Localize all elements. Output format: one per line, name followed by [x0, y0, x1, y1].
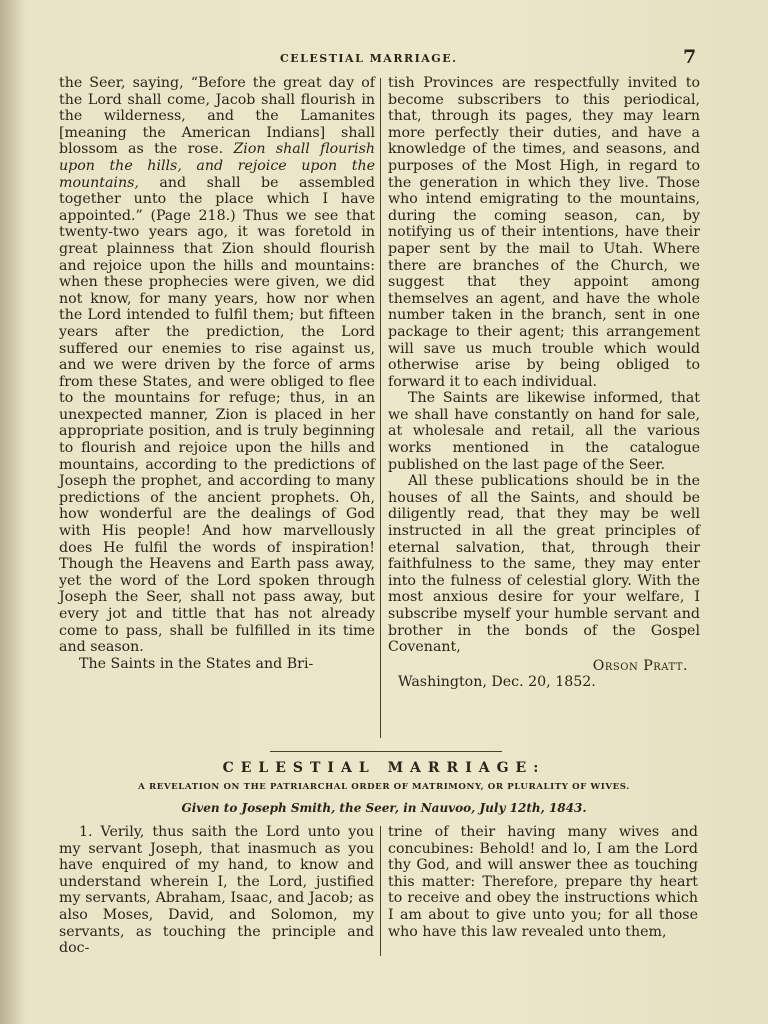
- paragraph: [59, 75, 375, 656]
- text-run: and shall be assembled together unto the place which I have appointed.” (Page 218.) Thus we see that twenty-two years ago, it was foretold in great plainness that Zion should flourish and rejoice upon the hills and mountains: when these prophecies were given, we did not know, for many years, how nor when the Lord intended to fulfil them; but fifteen years after the prediction, the Lord suffered our enemies to rise against us, and we were driven by the force of arms from these States, and were obliged to flee to the mountains for refuge; thus, in an unexpected manner, Zion is placed in her appropriate position, and is truly beginning to flourish and rejoice upon the hills and mountains, according to the predictions of Joseph the prophet, and according to many predictions of the ancient prophets. Oh, how wonderful are the dealings of God with His people! And how marvellously does He fulfil the words of inspiration! Though the Heavens and Earth pass away, yet the word of the Lord spoken through Joseph the Seer, shall not pass away, but every jot and tittle that has not already come to pass, shall be fulfilled in its time and season.: [59, 174, 376, 656]
- column-divider: [380, 78, 381, 738]
- section-subtitle: A REVELATION ON THE PATRIARCHAL ORDER OF MATRIMONY, OR PLURALITY OF WIVES.: [138, 782, 630, 792]
- italic-text: Zion shall flourish upon the hills, and rejoice upon the mountains,: [59, 141, 375, 191]
- binding-shadow: [0, 0, 24, 1024]
- section-attribution: Given to Joseph Smith, the Seer, in Nauvoo, July 12th, 1843.: [181, 801, 587, 815]
- column-top-left: [59, 75, 375, 672]
- paragraph: 1. Verily, thus saith the Lord unto you my servant Joseph, that inasmuch as you have enquired of my hand, to know and understand wherein I, the Lord, justified my servants, Abraham, Isaac, and Jacob; as also Moses, David, and Solomon, my servants, as touching the principle and doc-: [59, 824, 374, 957]
- paragraph: The Saints are likewise informed, that we shall have constantly on hand for sale, at wholesale and retail, all the various works mentioned in the catalogue published on the last page of the Seer.: [388, 390, 700, 473]
- dateline: Washington, Dec. 20, 1852.: [398, 674, 596, 691]
- column-divider: [380, 826, 381, 956]
- running-head: CELESTIAL MARRIAGE.: [280, 52, 458, 65]
- section-divider: [270, 751, 502, 752]
- paragraph: All these publications should be in the houses of all the Saints, and should be diligently read, that they may be well instructed in all the great principles of eternal salvation, that, through their faithfulness to the same, they may enter into the fulness of celestial glory. With the most anxious desire for your welfare, I subscribe myself your humble servant and brother in the bonds of the Gospel Covenant,: [388, 473, 700, 656]
- column-top-right: [388, 75, 700, 691]
- section-title: CELESTIAL MARRIAGE:: [222, 760, 546, 776]
- signature: Orson Pratt.: [592, 657, 688, 674]
- paragraph: trine of their having many wives and concubines: Behold! and lo, I am the Lord thy God, and will answer thee as touching this matter: Therefore, prepare thy heart to receive and obey the instructions which I am about to give unto you; for all those who have this law revealed unto them,: [388, 824, 698, 940]
- paragraph: tish Provinces are respectfully invited to become subscribers to this periodical, that, through its pages, they may learn more perfectly their duties, and have a knowledge of the times, and seasons, and purposes of the Most High, in regard to the generation in which they live. Those who intend emigrating to the mountains, during the coming season, can, by notifying us of their intentions, have their paper sent by the mail to Utah. Where there are branches of the Church, we suggest that they appoint among themselves an agent, and have the whole number taken in the branch, sent in one package to their agent; this arrangement will save us much trouble which would otherwise arise by being obliged to forward it to each individual.: [388, 75, 700, 390]
- column-bottom-right: [388, 824, 698, 940]
- text-run: the Seer, saying, “Before the great day of the Lord shall come, Jacob shall flourish in the wilderness, and the Lamanites [meaning the American Indians] shall blossom as the rose.: [59, 75, 375, 158]
- paragraph: The Saints in the States and Bri-: [79, 655, 314, 672]
- page-number: 7: [683, 46, 697, 68]
- column-bottom-left: [59, 824, 374, 957]
